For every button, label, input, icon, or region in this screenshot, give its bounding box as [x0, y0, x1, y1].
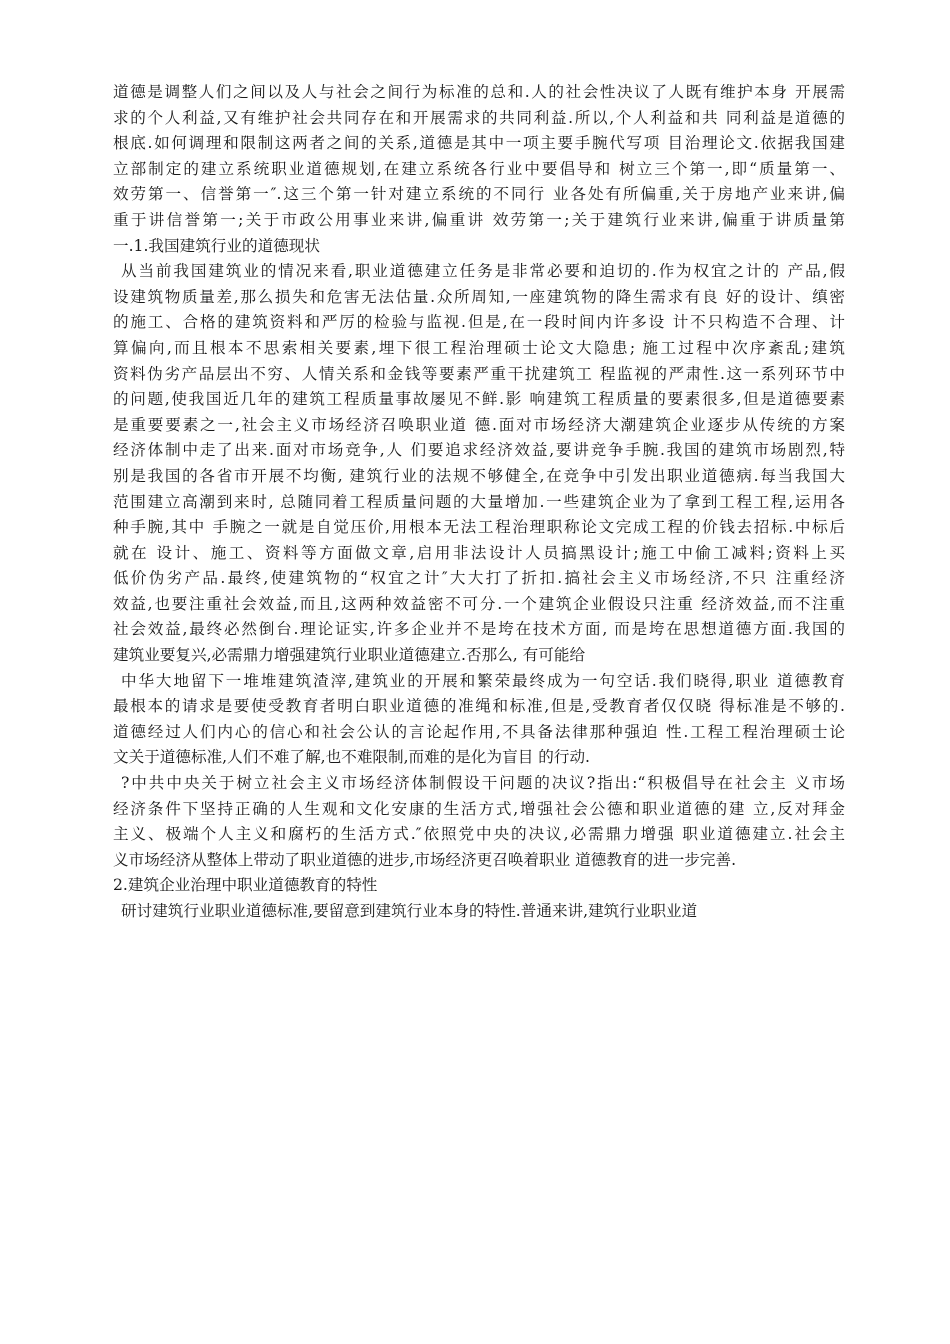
- text-line: 的问题,使我国近几年的建筑工程质量事故屡见不鲜.影 响建筑工程质量的要素很多,但是道德要素: [113, 390, 845, 409]
- text-line: 种手腕,其中 手腕之一就是自觉压价,用根本无法工程治理职称论文完成工程的价钱去招标.中标后: [113, 518, 845, 537]
- text-line: 从当前我国建筑业的情况来看,职业道德建立任务是非常必要和迫切的.作为权宜之计的 产品,假: [121, 262, 845, 281]
- text-line: 研讨建筑行业职业道德标准,要留意到建筑行业本身的特性.普通来讲,建筑行业职业道: [121, 902, 698, 920]
- document-page: [113, 80, 845, 925]
- text-line: 效益,也要注重社会效益,而且,这两种效益密不可分.一个建筑企业假设只注重 经济效益,而不注重: [113, 594, 845, 613]
- text-line: 根底.如何调理和限制这两者之间的关系,道德是其中一项主要手腕代写项 目治理论文.依据我国建: [113, 134, 845, 153]
- text-line: 立部制定的建立系统职业道德规划,在建立系统各行业中要倡导和 树立三个第一,即“质量第一、: [113, 159, 845, 178]
- text-line: 就在 设计、施工、资料等方面做文章,启用非法设计人员搞黑设计;施工中偷工减料;资料上买: [113, 543, 845, 562]
- text-line: 文关于道德标准,人们不难了解,也不难限制,而难的是化为盲目 的行动.: [113, 748, 591, 767]
- text-line: 效劳第一、信誉第一″.这三个第一针对建立系统的不同行 业各处有所偏重,关于房地产业来讲,偏: [113, 185, 845, 204]
- text-line: 最根本的请求是要使受教育者明白职业道德的准绳和标准,但是,受教育者仅仅晓 得标准是不够的.: [113, 697, 845, 716]
- text-line: 道德是调整人们之间以及人与社会之间行为标准的总和.人的社会性决议了人既有维护本身 开展需: [113, 83, 845, 101]
- text-line: 低价伪劣产品.最终,使建筑物的“权宜之计″大大打了折扣.搞社会主义市场经济,不只 注重经济: [113, 569, 845, 588]
- text-line: 经济体制中走了出来.面对市场竞争,人 们要追求经济效益,要讲竞争手腕.我国的建筑市场剧烈,特: [113, 441, 845, 460]
- text-line: 求的个人利益,又有维护社会共同存在和开展需求的共同利益.所以,个人利益和共 同利益是道德的: [113, 108, 845, 127]
- text-line: 范围建立高潮到来时, 总随同着工程质量问题的大量增加.一些建筑企业为了拿到工程工程,运用各: [113, 492, 845, 511]
- text-line: 中华大地留下一堆堆建筑渣滓,建筑业的开展和繁荣最终成为一句空话.我们晓得,职业 道德教育: [121, 671, 845, 690]
- text-line: 资料伪劣产品层出不穷、人情关系和金钱等要素严重干扰建筑工 程监视的严肃性.这一系列环节中: [113, 364, 845, 383]
- section-heading: 2.建筑企业治理中职业道德教育的特性: [113, 876, 378, 895]
- text-line: 设建筑物质量差,那么损失和危害无法估量.众所周知,一座建筑物的降生需求有良 好的设计、缜密: [113, 287, 845, 306]
- text-line: 道德经过人们内心的信心和社会公认的言论起作用,不具备法律那种强迫 性.工程工程治理硕士论: [113, 722, 845, 741]
- text-line: 一.1.我国建筑行业的道德现状: [113, 236, 320, 255]
- text-line: 算偏向,而且根本不思索相关要素,埋下很工程治理硕士论文大隐患; 施工过程中次序紊乱;建筑: [113, 338, 845, 357]
- text-line: 重于讲信誉第一;关于市政公用事业来讲,偏重讲 效劳第一;关于建筑行业来讲,偏重于讲质量第: [113, 210, 845, 229]
- text-line: 是重要要素之一,社会主义市场经济召唤职业道 德.面对市场经济大潮建筑企业逐步从传统的方案: [113, 415, 845, 434]
- text-line: 别是我国的各省市开展不均衡, 建筑行业的法规不够健全,在竞争中引发出职业道德病.每当我国大: [113, 466, 845, 485]
- text-line: 主义、极端个人主义和腐朽的生活方式.″依照党中央的决议,必需鼎力增强 职业道德建立.社会主: [113, 825, 845, 844]
- text-line: ?中共中央关于树立社会主义市场经济体制假设干问题的决议?指出:“积极倡导在社会主 义市场: [121, 774, 845, 793]
- text-line: 的施工、合格的建筑资料和严厉的检验与监视.但是,在一段时间内许多设 计不只构造不合理、计: [113, 313, 845, 332]
- text-line: 建筑业要复兴,必需鼎力增强建筑行业职业道德建立.否那么, 有可能给: [113, 646, 586, 665]
- text-line: 社会效益,最终必然倒台.理论证实,许多企业并不是垮在技术方面, 而是垮在思想道德方面.我国的: [113, 620, 845, 639]
- text-line: 义市场经济从整体上带动了职业道德的进步,市场经济更召唤着职业 道德教育的进一步完善.: [113, 850, 737, 869]
- text-line: 经济条件下坚持正确的人生观和文化安康的生活方式,增强社会公德和职业道德的建 立,反对拜金: [113, 799, 845, 818]
